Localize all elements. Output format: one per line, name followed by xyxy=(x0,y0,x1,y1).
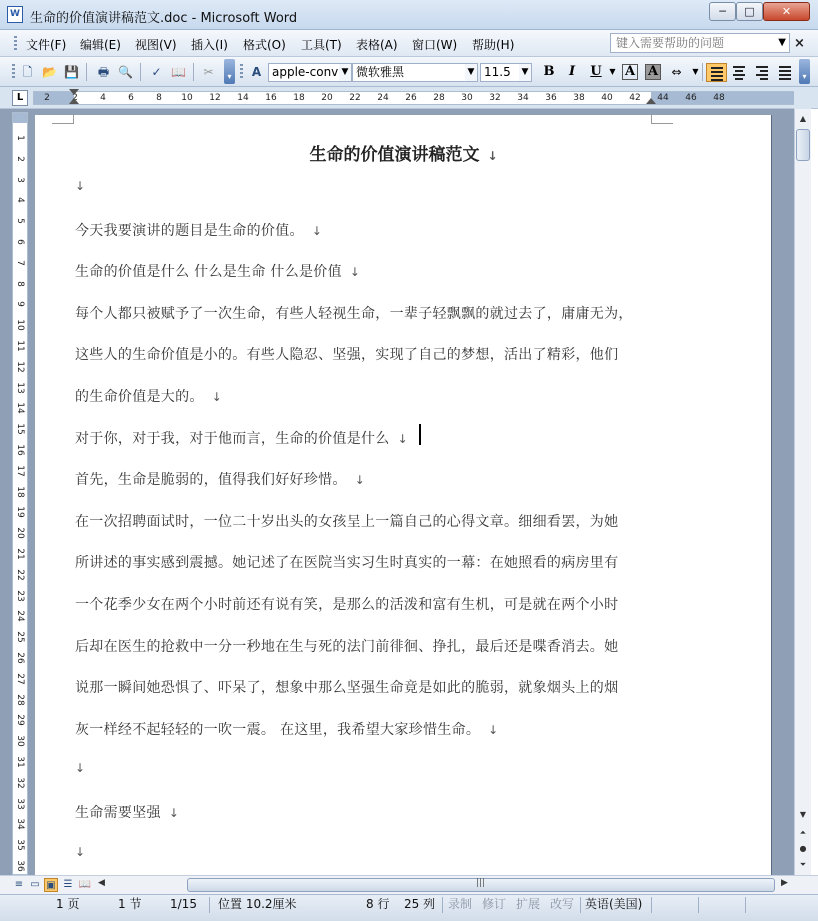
chevron-down-icon[interactable]: ▼ xyxy=(465,64,477,81)
paragraph-text: 的生命价值是大的。 xyxy=(75,389,204,405)
chevron-down-icon[interactable]: ▼ xyxy=(778,37,786,48)
toolbar-options-chevron[interactable]: ▾ xyxy=(224,59,235,84)
ruler-tick-label: 21 xyxy=(15,548,25,560)
first-line-indent-marker[interactable] xyxy=(69,89,79,95)
align-center-button[interactable] xyxy=(729,63,750,82)
italic-button[interactable]: I xyxy=(568,64,576,79)
ruler-tick-label: 22 xyxy=(349,93,361,103)
status-page-of: 1/15 xyxy=(170,897,197,911)
bold-button[interactable]: B xyxy=(543,64,555,79)
status-column: 25 列 xyxy=(404,897,436,911)
toolbar-grip-handle[interactable] xyxy=(240,64,243,80)
ruler-row xyxy=(0,87,818,109)
paragraph-mark: ↓ xyxy=(168,806,180,820)
ruler-tick-label: 44 xyxy=(657,93,669,103)
status-extend[interactable]: 扩展 xyxy=(516,897,541,911)
save-icon[interactable]: 💾 xyxy=(64,65,79,79)
paragraph-text: 生命需要坚强 xyxy=(75,805,161,821)
status-divider xyxy=(745,897,746,913)
ruler-tick-label: 16 xyxy=(265,93,277,103)
document-title[interactable]: 生命的价值演讲稿范文 ↓ xyxy=(309,145,498,165)
status-overtype[interactable]: 改写 xyxy=(550,897,575,911)
font-size-value: 11.5 xyxy=(484,65,511,79)
toolbar-separator xyxy=(140,63,141,81)
paragraph-mark: ↓ xyxy=(349,265,361,280)
ruler-tick-label: 32 xyxy=(15,777,25,789)
ruler-tick-label: 36 xyxy=(15,860,25,872)
ruler-tick-label: 2 xyxy=(44,93,50,103)
paragraph-mark: ↓ xyxy=(488,722,499,737)
ruler-tick-label: 30 xyxy=(461,93,473,103)
ruler-tick-label: 12 xyxy=(15,361,25,373)
ruler-tick-label: 31 xyxy=(15,756,25,768)
crop-mark xyxy=(651,114,673,124)
ruler-tick-label: 6 xyxy=(128,93,134,103)
toolbar-separator xyxy=(86,63,87,81)
word-app-icon[interactable]: W xyxy=(7,6,23,23)
underline-button[interactable]: U xyxy=(590,64,602,79)
ruler-tick-label: 26 xyxy=(405,93,417,103)
ruler-tick-label: 11 xyxy=(15,340,25,352)
font-combo-value: 微软雅黑 xyxy=(356,65,405,79)
scroll-down-icon[interactable]: ▼ xyxy=(799,810,807,819)
chevron-down-icon[interactable]: ▼ xyxy=(609,67,616,76)
menu-view[interactable]: 视图(V) xyxy=(135,38,177,52)
ruler-tick-label: 20 xyxy=(15,527,25,539)
reading-layout-view-icon[interactable]: 📖 xyxy=(78,879,92,890)
align-justify-button[interactable] xyxy=(706,63,727,82)
document-paragraph[interactable] xyxy=(75,386,222,406)
paragraph-mark: ↓ xyxy=(75,844,86,859)
menu-file[interactable]: 文件(F) xyxy=(26,38,67,52)
ruler-tick-label: 40 xyxy=(601,93,613,103)
style-combo[interactable] xyxy=(268,63,352,82)
document-paragraph[interactable] xyxy=(75,802,179,822)
help-search-input[interactable] xyxy=(610,33,790,53)
font-size-combo[interactable] xyxy=(480,63,532,82)
paragraph-mark: ↓ xyxy=(75,761,86,776)
ruler-tick-label: 20 xyxy=(321,93,333,103)
ruler-tick-label: 17 xyxy=(15,465,25,477)
toolbar-grip-handle[interactable] xyxy=(12,64,15,80)
vertical-ruler[interactable] xyxy=(12,112,28,875)
new-icon[interactable]: 🗋 xyxy=(22,65,33,79)
paragraph-text: 生命的价值是什么 什么是生命 什么是价值 xyxy=(75,264,342,281)
ruler-tick-label: 38 xyxy=(573,93,585,103)
status-language[interactable]: 英语(美国) xyxy=(585,897,643,911)
status-divider xyxy=(442,897,443,913)
ruler-tick-label: 22 xyxy=(15,569,25,581)
paragraph-mark: ↓ xyxy=(211,390,223,404)
document-paragraph[interactable] xyxy=(75,344,618,364)
previous-page-icon[interactable]: ⏶ xyxy=(799,828,807,837)
ruler-tick-label: 27 xyxy=(15,673,25,685)
tab-selector-button[interactable]: L xyxy=(12,90,28,106)
vertical-scroll-thumb[interactable] xyxy=(796,129,810,161)
ruler-tick-label: 46 xyxy=(685,93,697,103)
ruler-tick-label: 4 xyxy=(100,93,106,103)
paragraph-text: 今天我要演讲的题目是生命的价值。 xyxy=(75,222,304,239)
ruler-tick-label: 10 xyxy=(15,319,25,331)
menu-tools[interactable]: 工具(T) xyxy=(301,38,342,52)
ruler-tick-label: 24 xyxy=(15,610,25,623)
status-page: 1 页 xyxy=(56,897,80,911)
open-icon[interactable]: 📂 xyxy=(42,65,57,79)
status-divider xyxy=(209,897,210,913)
menu-grip-handle[interactable] xyxy=(14,36,17,51)
ruler-tick-label: 8 xyxy=(15,280,25,287)
document-workspace xyxy=(0,109,794,875)
cut-icon[interactable]: ✂ xyxy=(203,65,214,79)
ruler-tick-label: 25 xyxy=(15,631,25,643)
document-close-button[interactable]: × xyxy=(794,36,805,51)
ruler-tick-label: 6 xyxy=(15,239,25,245)
status-divider xyxy=(698,897,699,913)
ruler-tick-label: 34 xyxy=(15,818,25,831)
vertical-scrollbar[interactable] xyxy=(794,109,811,875)
scroll-up-icon[interactable]: ▲ xyxy=(799,114,807,123)
ruler-tick-label: 5 xyxy=(15,218,25,225)
paragraph-text: 一个花季少女在两个小时前还有说有笑，是那么的活泼和富有生机，可是就在两个小时 xyxy=(75,597,619,613)
document-paragraph[interactable] xyxy=(75,594,618,614)
paragraph-text: 首先，生命是脆弱的，值得我们好好珍惜。 xyxy=(75,472,347,489)
document-paragraph[interactable] xyxy=(75,261,360,281)
ruler-tick-label: 13 xyxy=(15,381,25,394)
document-paragraph[interactable] xyxy=(75,844,85,860)
toolbar-separator xyxy=(702,63,703,81)
ruler-tick-label: 4 xyxy=(15,197,25,204)
ruler-tick-label: 26 xyxy=(15,652,25,664)
paragraph-text: 这些人的生命价值是小的。有些人隐忍、坚强，实现了自己的梦想，活出了精彩，他们 xyxy=(75,347,619,364)
chevron-down-icon[interactable]: ▼ xyxy=(692,67,699,76)
ruler-tick-label: 9 xyxy=(15,301,25,308)
styles-pane-icon[interactable]: A xyxy=(251,65,262,79)
paragraph-text: 在一次招聘面试时，一位二十岁出头的女孩呈上一篇自己的心得文章。细细看罢，为她 xyxy=(75,513,619,530)
paragraph-text: 灰一样经不起轻轻的一吹一震。 在这里，我希望大家珍惜生命。 xyxy=(75,721,481,738)
split-box[interactable] xyxy=(794,87,811,109)
minimize-button[interactable]: ─ xyxy=(709,2,736,21)
ruler-tick-label: 36 xyxy=(545,93,557,103)
ruler-tick-label: 8 xyxy=(156,93,162,103)
crop-mark xyxy=(52,114,74,124)
title-bar xyxy=(0,0,818,30)
ruler-tick-label: 28 xyxy=(433,93,445,103)
scroll-left-icon[interactable]: ◀ xyxy=(98,878,105,888)
ruler-tick-label: 19 xyxy=(15,506,25,519)
ruler-tick-label: 32 xyxy=(489,93,501,103)
horizontal-ruler[interactable] xyxy=(33,91,799,105)
web-layout-view-icon[interactable]: ▭ xyxy=(30,879,40,890)
status-section: 1 节 xyxy=(118,897,142,911)
ruler-tick-label: 48 xyxy=(713,93,725,103)
grip-icon: ||| xyxy=(476,878,486,888)
menu-insert[interactable]: 插入(I) xyxy=(191,38,228,52)
ruler-tick-label: 16 xyxy=(15,444,25,456)
outline-view-icon[interactable]: ☰ xyxy=(63,879,73,890)
ruler-tick-label: 14 xyxy=(15,402,25,415)
document-paragraph[interactable] xyxy=(75,552,618,572)
next-page-icon[interactable]: ⏷ xyxy=(799,860,807,869)
ruler-tick-label: 42 xyxy=(629,93,641,103)
paragraph-mark: ↓ xyxy=(75,179,86,193)
font-combo[interactable] xyxy=(352,63,478,82)
paragraph-mark: ↓ xyxy=(397,431,408,446)
paragraph-text: 说那一瞬间她恐惧了、吓呆了，想象中那么坚强生命竟是如此的脆弱，就象烟头上的烟 xyxy=(75,680,619,697)
left-margin-region xyxy=(34,92,74,104)
document-paragraph[interactable] xyxy=(75,469,365,489)
paragraph-text: 后却在医生的抢救中一分一秒地在生与死的法门前徘徊、挣扎，最后还是喋香消去。她 xyxy=(75,638,619,655)
research-icon[interactable]: 📖 xyxy=(171,65,186,79)
ruler-tick-label: 15 xyxy=(15,423,25,435)
paragraph-mark: ↓ xyxy=(311,223,323,238)
document-paragraph[interactable] xyxy=(75,511,618,531)
ruler-tick-label: 14 xyxy=(237,93,249,103)
close-button[interactable]: ✕ xyxy=(763,2,810,21)
paragraph-mark: ↓ xyxy=(354,473,366,488)
toolbar xyxy=(0,57,818,87)
status-divider xyxy=(651,897,652,913)
ruler-tick-label: 28 xyxy=(15,693,25,706)
menu-edit[interactable]: 编辑(E) xyxy=(80,38,121,52)
top-margin-region xyxy=(13,113,27,123)
document-paragraph[interactable] xyxy=(75,178,85,194)
document-paragraph[interactable] xyxy=(75,636,618,656)
maximize-button[interactable]: □ xyxy=(736,2,763,21)
chevron-down-icon[interactable]: ▼ xyxy=(339,64,351,81)
ruler-tick-label: 18 xyxy=(293,93,305,103)
ruler-tick-label: 29 xyxy=(15,714,25,727)
menu-format[interactable]: 格式(O) xyxy=(243,38,286,52)
status-bar xyxy=(0,894,818,921)
toolbar-separator xyxy=(193,63,194,81)
print-preview-icon[interactable]: 🔍 xyxy=(118,65,133,79)
character-scale-icon[interactable]: ⇔ xyxy=(671,65,682,79)
menu-window[interactable]: 窗口(W) xyxy=(412,38,458,52)
print-icon[interactable]: 🖶 xyxy=(97,65,110,79)
ruler-tick-label: 18 xyxy=(15,485,25,498)
align-right-button[interactable] xyxy=(752,63,773,82)
document-paragraph[interactable] xyxy=(75,719,499,739)
paragraph-text: 所讲述的事实感到震撼。她记述了在医院当实习生时真实的一幕：在她照看的病房里有 xyxy=(75,555,619,572)
right-indent-marker[interactable] xyxy=(646,98,656,104)
paragraph-text: 每个人都只被赋予了一次生命，有些人轻视生命，一辈子轻飘飘的就过去了，庸庸无为， xyxy=(75,305,633,322)
character-shading-button[interactable]: A xyxy=(645,64,661,80)
scroll-right-icon[interactable]: ▶ xyxy=(781,878,788,888)
document-paragraph[interactable] xyxy=(75,428,408,448)
window-title: 生命的价值演讲稿范文.doc - Microsoft Word xyxy=(30,11,298,26)
horizontal-scrollbar-row xyxy=(0,875,818,894)
ruler-tick-label: 3 xyxy=(15,176,25,183)
document-paragraph[interactable] xyxy=(75,760,85,776)
document-paragraph[interactable] xyxy=(75,303,633,323)
ruler-tick-label: 33 xyxy=(15,797,25,810)
ruler-tick-label: 7 xyxy=(15,259,25,266)
ruler-tick-label: 24 xyxy=(377,93,389,103)
help-search-placeholder: 键入需要帮助的问题 xyxy=(616,36,725,50)
character-border-button[interactable]: A xyxy=(622,64,638,80)
document-paragraph[interactable] xyxy=(75,677,618,697)
ruler-tick-label: 30 xyxy=(15,735,25,747)
menu-table[interactable]: 表格(A) xyxy=(356,38,398,52)
paragraph-mark: ↓ xyxy=(487,149,498,163)
document-paragraph[interactable] xyxy=(75,220,322,240)
toolbar-options-chevron[interactable]: ▾ xyxy=(799,59,810,84)
status-line: 8 行 xyxy=(366,897,390,911)
ruler-tick-label: 2 xyxy=(15,155,25,162)
hanging-indent-marker[interactable] xyxy=(69,98,79,104)
ruler-tick-label: 34 xyxy=(517,93,529,103)
text-cursor xyxy=(419,424,421,445)
distributed-align-button[interactable] xyxy=(775,63,796,82)
document-page[interactable] xyxy=(35,115,772,875)
ruler-tick-label: 10 xyxy=(181,93,193,103)
spelling-icon[interactable]: ✓ xyxy=(151,65,162,79)
menu-help[interactable]: 帮助(H) xyxy=(472,38,515,52)
ruler-tick-label: 12 xyxy=(209,93,221,103)
status-track-changes[interactable]: 修订 xyxy=(482,897,507,911)
ruler-tick-label: 2 xyxy=(72,93,78,103)
ruler-tick-label: 1 xyxy=(15,135,25,141)
normal-view-icon[interactable]: ≡ xyxy=(14,879,24,890)
style-combo-value: apple-conv xyxy=(272,65,339,79)
browse-object-icon[interactable]: ● xyxy=(799,844,807,853)
status-position: 位置 10.2厘米 xyxy=(218,897,297,911)
print-layout-view-icon[interactable]: ▣ xyxy=(44,878,58,892)
ruler-tick-label: 23 xyxy=(15,589,25,602)
ruler-tick-label: 35 xyxy=(15,839,25,851)
chevron-down-icon[interactable]: ▼ xyxy=(519,64,531,81)
horizontal-scroll-thumb[interactable] xyxy=(187,878,775,892)
status-record[interactable]: 录制 xyxy=(448,897,473,911)
paragraph-text: 对于你，对于我，对于他而言，生命的价值是什么 xyxy=(75,430,390,447)
status-divider xyxy=(580,897,581,913)
